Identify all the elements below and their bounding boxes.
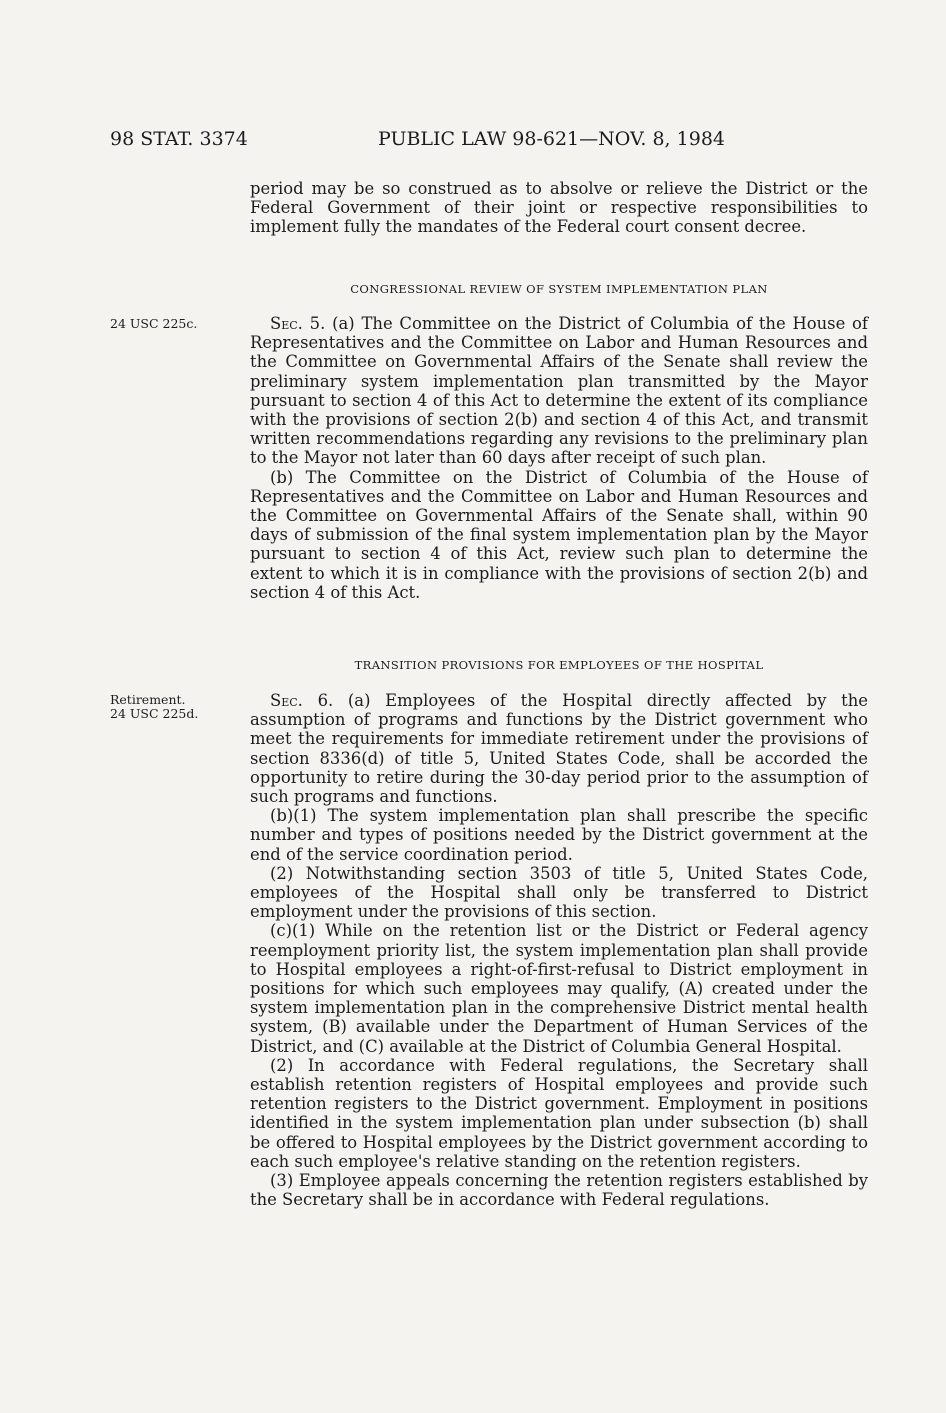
section-5-heading: CONGRESSIONAL REVIEW OF SYSTEM IMPLEMENTATION PLAN [350, 282, 768, 296]
section-5-label: Sec. 5. [270, 314, 326, 333]
section-5-paragraph-b: (b) The Committee on the District of Columbia of the House of Representatives and the Committee on Labor and Human Resources and the Committee on Governmental Affairs of the Senate shall, within 90 days of submission of the final system implementation plan by the Mayor pursuant to section 4 of this Act, review such plan to determine the extent to which it is in compliance with the provisions of section 2(b) and section 4 of this Act. [250, 467, 868, 602]
section-6-margin-note-2: 24 USC 225d. [110, 706, 199, 721]
section-6-paragraph-b1: (b)(1) The system implementation plan shall prescribe the specific number and types of positions needed by the District government at the end of the service coordination period. [250, 806, 868, 864]
section-5-text-a: (a) The Committee on the District of Columbia of the House of Representatives and the Committee on Labor and Human Resources and the Committee on Governmental Affairs of the Senate shall review the preliminary system implementation plan transmitted by the Mayor pursuant to section 4 of this Act to determine the extent of its compliance with the provisions of section 2(b) and section 4 of this Act, and transmit written recommendations regarding any revisions to the preliminary plan to the Mayor not later than 60 days after receipt of such plan. [250, 314, 868, 468]
section-6-heading: TRANSITION PROVISIONS FOR EMPLOYEES OF THE HOSPITAL [354, 658, 764, 672]
section-6-paragraph-c2: (2) In accordance with Federal regulations, the Secretary shall establish retention registers of Hospital employees and provide such retention registers to the District government. Employment in positions identified in the system implementation plan under subsection (b) shall be offered to Hospital employees by the District government according to each such employee's relative standing on the retention registers. [250, 1055, 868, 1171]
section-6-label: Sec. 6. [270, 691, 334, 710]
public-law-title: PUBLIC LAW 98-621—NOV. 8, 1984 [378, 128, 725, 150]
section-6-paragraph-a [250, 691, 868, 806]
section-6-text-a: (a) Employees of the Hospital directly affected by the assumption of programs and functions by the District government who meet the requirements for immediate retirement under the provisions of section 8336(d) of title 5, United States Code, shall be accorded the opportunity to retire during the 30-day period prior to the assumption of such programs and functions. [250, 691, 868, 807]
continuation-block [250, 179, 868, 237]
section-6-margin-note-1: Retirement. [110, 692, 186, 707]
section-5-paragraph-a [250, 314, 868, 468]
section-5-body [250, 314, 868, 602]
section-6-paragraph-c1: (c)(1) While on the retention list or the District or Federal agency reemployment priority list, the system implementation plan shall provide to Hospital employees a right-of-first-refusal to District employment in positions for which such employees may qualify, (A) created under the system implementation plan in the comprehensive District mental health system, (B) available under the Department of Human Services of the District, and (C) available at the District of Columbia General Hospital. [250, 921, 868, 1056]
section-6-body [250, 691, 868, 1209]
section-6-paragraph-b2: (2) Notwithstanding section 3503 of title 5, United States Code, employees of the Hospital shall only be transferred to District employment under the provisions of this section. [250, 863, 868, 922]
section-5-margin-note: 24 USC 225c. [110, 316, 198, 331]
section-6-paragraph-c3: (3) Employee appeals concerning the retention registers established by the Secretary shall be in accordance with Federal regulations. [250, 1171, 868, 1210]
page-header [110, 128, 870, 164]
continuation-paragraph: period may be so construed as to absolve or relieve the District or the Federal Government of their joint or respective responsibilities to implement fully the mandates of the Federal court consent decree. [250, 179, 868, 237]
statute-page-number: 98 STAT. 3374 [110, 128, 248, 150]
